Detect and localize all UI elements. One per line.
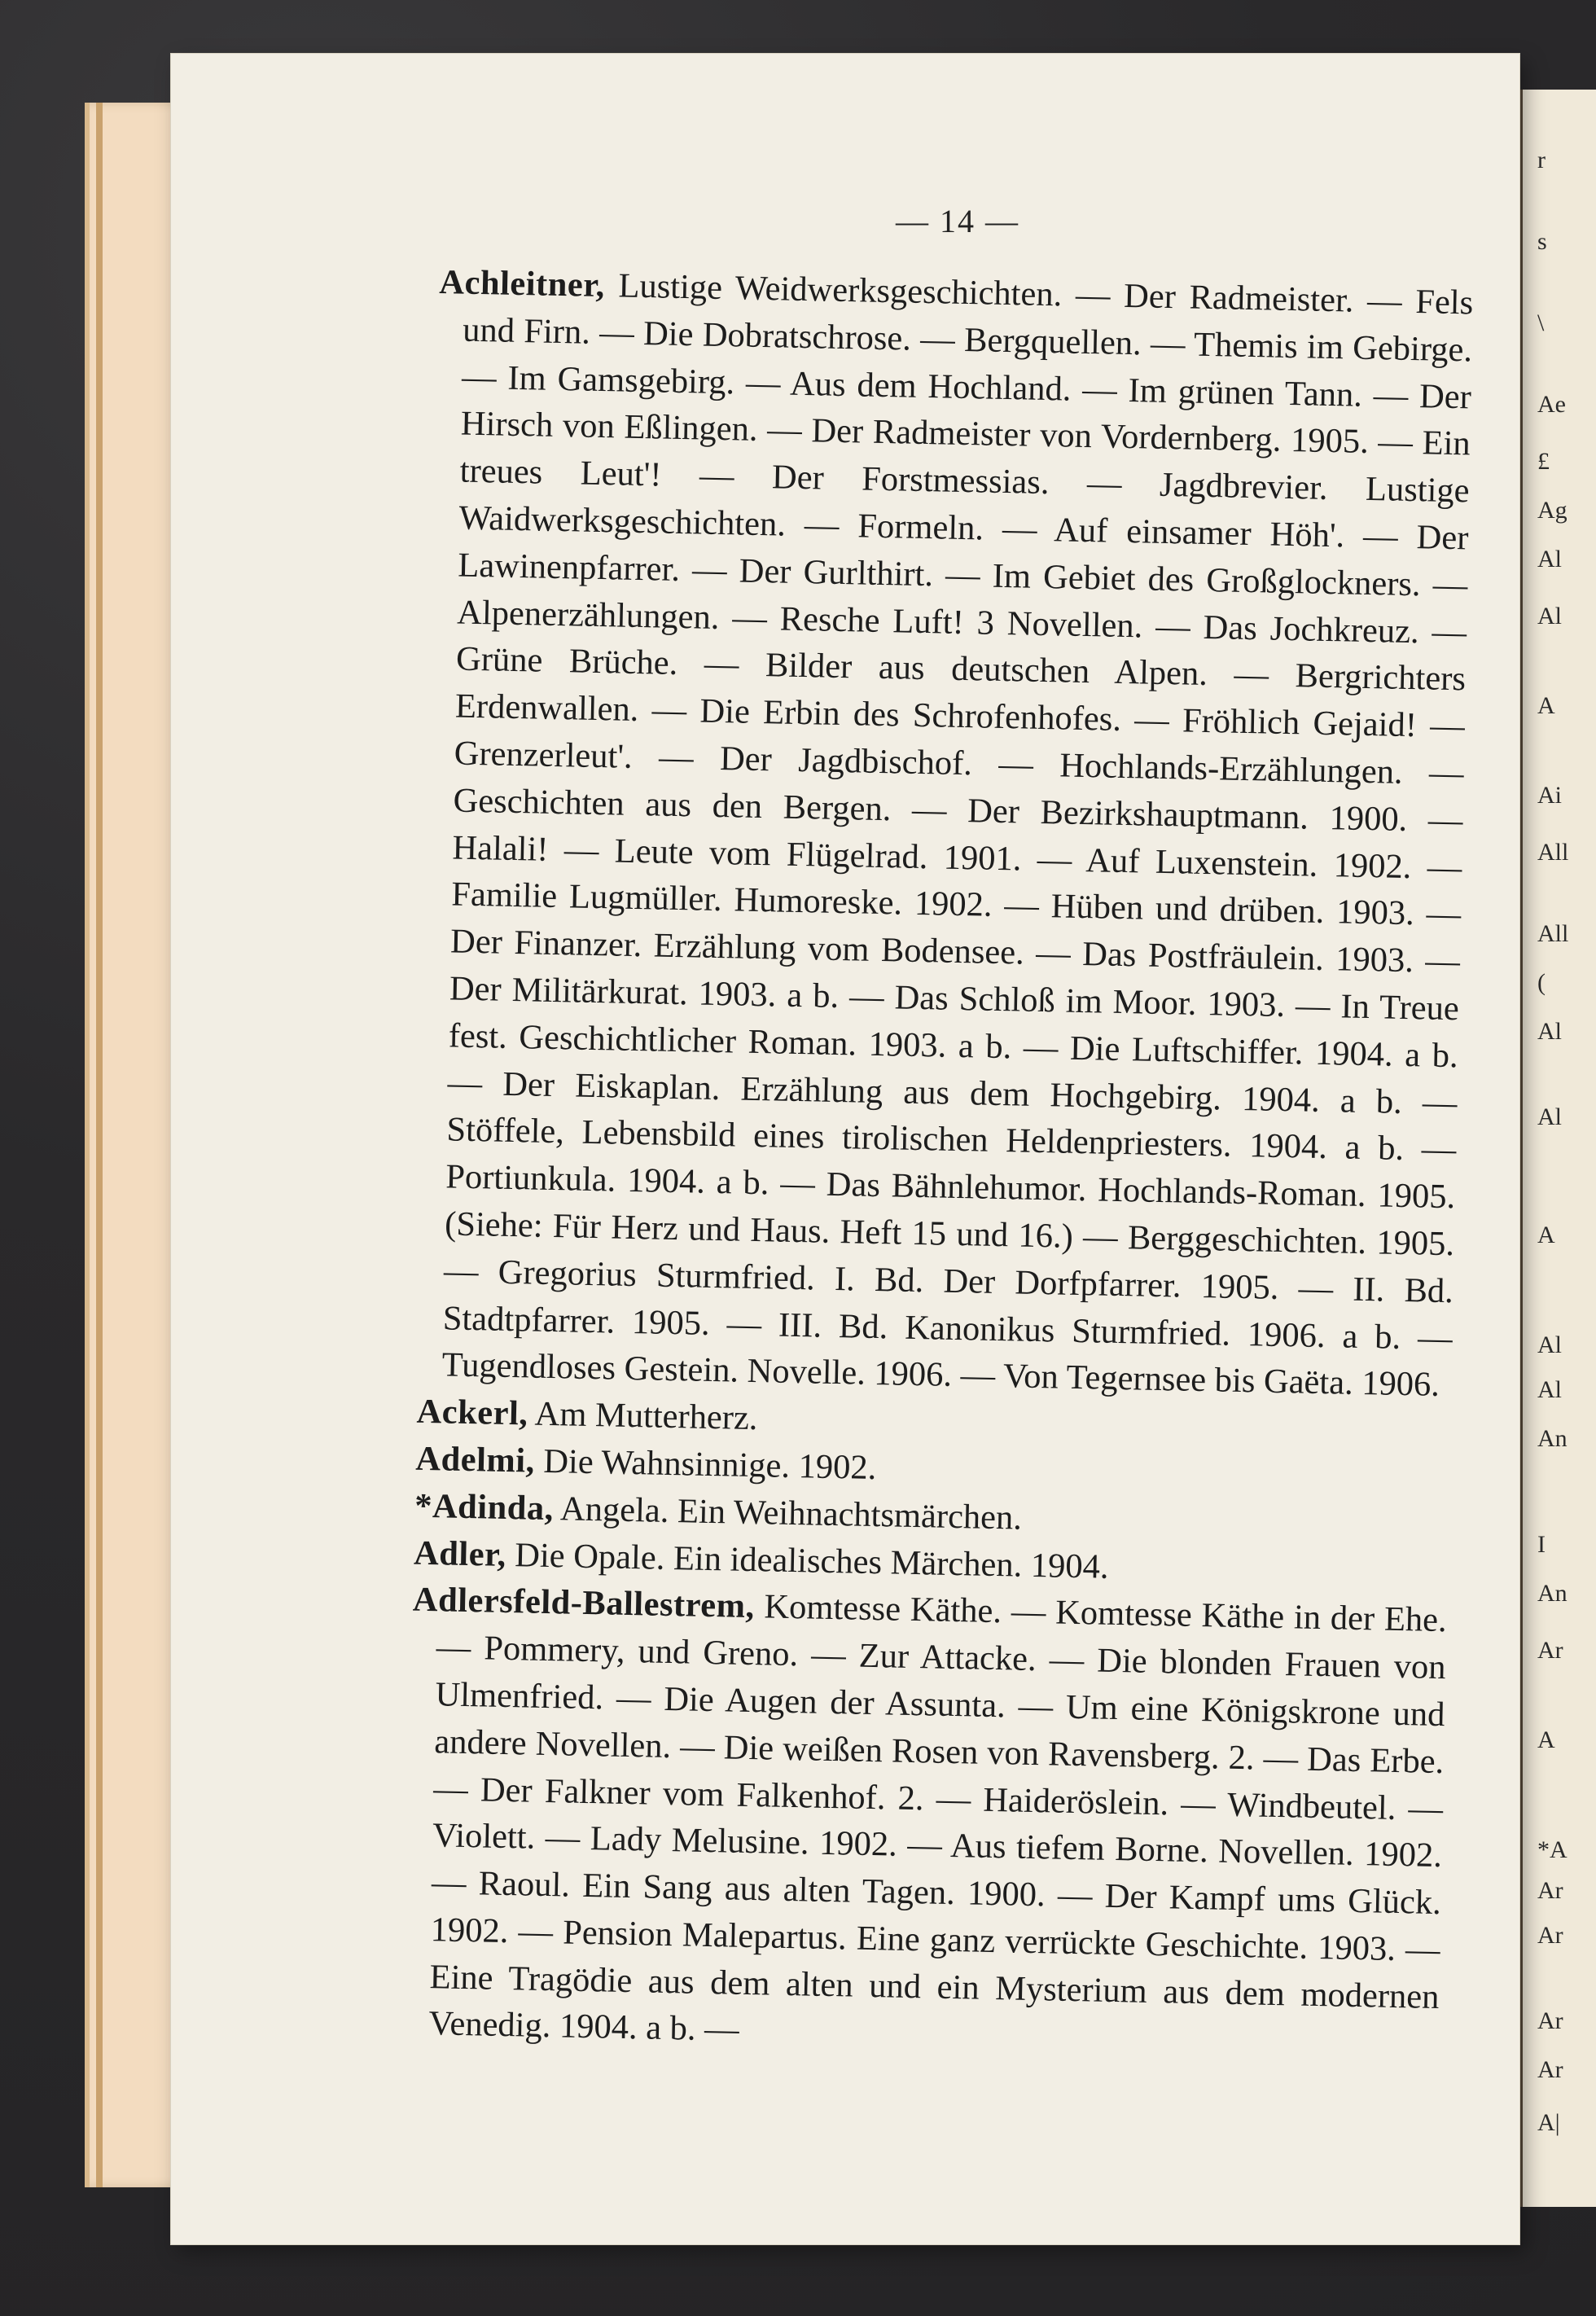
fragment-line: Al [1537,1018,1562,1045]
fragment-line: \ [1537,309,1545,336]
fragment-line: Al [1537,1331,1562,1358]
bibliography-entry [404,1577,1447,2068]
fragment-line: Ar [1537,1637,1563,1664]
fragment-line: Al [1537,546,1562,572]
entry-titles: Komtesse Käthe. — Komtesse Käthe in der Ehe. — Pommery, und Greno. — Zur Attacke. — Die blonden Frauen von Ulmenfried. — Die Augen der Assunta. — Um eine Königskrone und andere Novellen. — Die weißen Rosen von Ravensberg. 2. — Das Erbe. — Der Falkner vom Falkenhof. 2. — Haideröslein. — Windbeutel. — Violett. — Lady Melusine. 1902. — Aus tiefem Borne. Novellen. 1902. — Raoul. Ein Sang aus alten Tagen. 1900. — Der Kampf ums Glück. 1902. — Pension Malepartus. Eine ganz verrückte Geschichte. 1903. — Eine Tragödie aus dem alten und ein Mysterium aus dem modernen Venedig. 1904. a b. — [428,1587,1448,2050]
fragment-line: s [1537,228,1547,255]
fragment-line: Ae [1537,391,1566,418]
fragment-line: Ar [1537,2056,1563,2083]
entry-author: *Adinda, [414,1486,555,1528]
entry-author: Achleitner, [438,262,606,305]
page-number: — 14 — [896,203,1019,239]
entry-author: Ackerl, [416,1392,528,1433]
entry-titles: Die Opale. Ein idealisches Märchen. 1904. [514,1535,1109,1586]
fragment-line: Ar [1537,2007,1563,2034]
fragment-line: An [1537,1425,1568,1452]
fragment-line: ( [1537,969,1546,996]
fragment-line: Al [1537,1103,1562,1130]
fragment-line: A| [1537,2109,1560,2136]
fragment-line: £ [1537,448,1550,475]
fragment-line: All [1537,920,1569,947]
fragment-line: *A [1537,1836,1568,1863]
bibliography-text [404,259,1474,2068]
book-page-edge [96,103,103,2187]
fragment-line: All [1537,839,1569,866]
fragment-line: Ar [1537,1922,1563,1949]
fragment-line: A [1537,692,1555,719]
entry-author: Adler, [413,1533,507,1574]
facing-page-fragment [1519,90,1596,2207]
fragment-line: I [1537,1531,1546,1558]
fragment-line: A [1537,1222,1555,1248]
fragment-line: Ar [1537,1877,1563,1904]
fragment-line: Ai [1537,782,1562,809]
fragment-line: An [1537,1580,1568,1607]
entry-titles: Die Wahnsinnige. 1902. [542,1441,877,1487]
bibliography-entry [417,259,1474,1409]
fragment-line: A [1537,1726,1555,1753]
entry-titles: Am Mutterherz. [534,1394,758,1438]
fragment-line: Al [1537,1376,1562,1403]
fragment-line: Al [1537,603,1562,629]
entry-author: Adelmi, [414,1439,536,1480]
entry-author: Adlersfeld-Ballestrem, [412,1580,756,1626]
entry-titles: Lustige Weidwerksgeschichten. — Der Radmeister. — Fels und Firn. — Die Dobratschrose. — Bergquellen. — Themis im Gebirge. — Im Gamsgebirg. — Aus dem Hochland. — Im grünen Tann. — Der Hirsch von Eßlingen. — Der Radmeister von Vordernberg. 1905. — Ein treues Leut'! — Der Forstmessias. — Jagdbrevier. Lustige Waidwerksgeschichten. — Formeln. — Auf einsamer Höh'. — Der Lawinenpfarrer. — Der Gurlthirt. — Im Gebiet des Großglockners. — Alpenerzählungen. — Resche Luft! 3 Novellen. — Das Jochkreuz. — Grüne Brüche. — Bilder aus deutschen Alpen. — Bergrichters Erdenwallen. — Die Erbin des Schrofenhofes. — Fröhlich Gejaid! — Grenzerleut'. — Der Jagdbischof. — Hochlands-Erzählungen. — Geschichten aus den Bergen. — Der Bezirkshauptmann. 1900. — Halali! — Leute vom Flügelrad. 1901. — Auf Luxenstein. 1902. — Familie Lugmüller. Humoreske. 1902. — Hüben und drüben. 1903. — Der Finanzer. Erzählung vom Bodensee. — Das Postfräulein. 1903. — Der Militärkurat. 1903. a b. — Das Schloß im Moor. 1903. — In Treue fest. Geschichtlicher Roman. 1903. a b. — Die Luftschiffer. 1904. a b. — Der Eiskaplan. Erzählung aus dem Hochgebirg. 1904. a b. — Stöffele, Lebensbild eines tirolischen Heldenpriesters. 1904. a b. — Portiunkula. 1904. a b. — Das Bähnlehumor. Hochlands-Roman. 1905. (Siehe: Für Herz und Haus. Heft 15 und 16.) — Berggeschichten. 1905. — Gregorius Sturmfried. I. Bd. Der Dorfpfarrer. 1905. — II. Bd. Stadtpfarrer. 1905. — III. Bd. Kanonikus Sturmfried. 1906. a b. — Tugendloses Gestein. Novelle. 1906. — Von Tegernsee bis Gaëta. 1906. [441,266,1474,1405]
fragment-line: r [1537,147,1546,173]
entry-titles: Angela. Ein Weihnachtsmärchen. [559,1489,1023,1537]
fragment-line: Ag [1537,497,1568,524]
